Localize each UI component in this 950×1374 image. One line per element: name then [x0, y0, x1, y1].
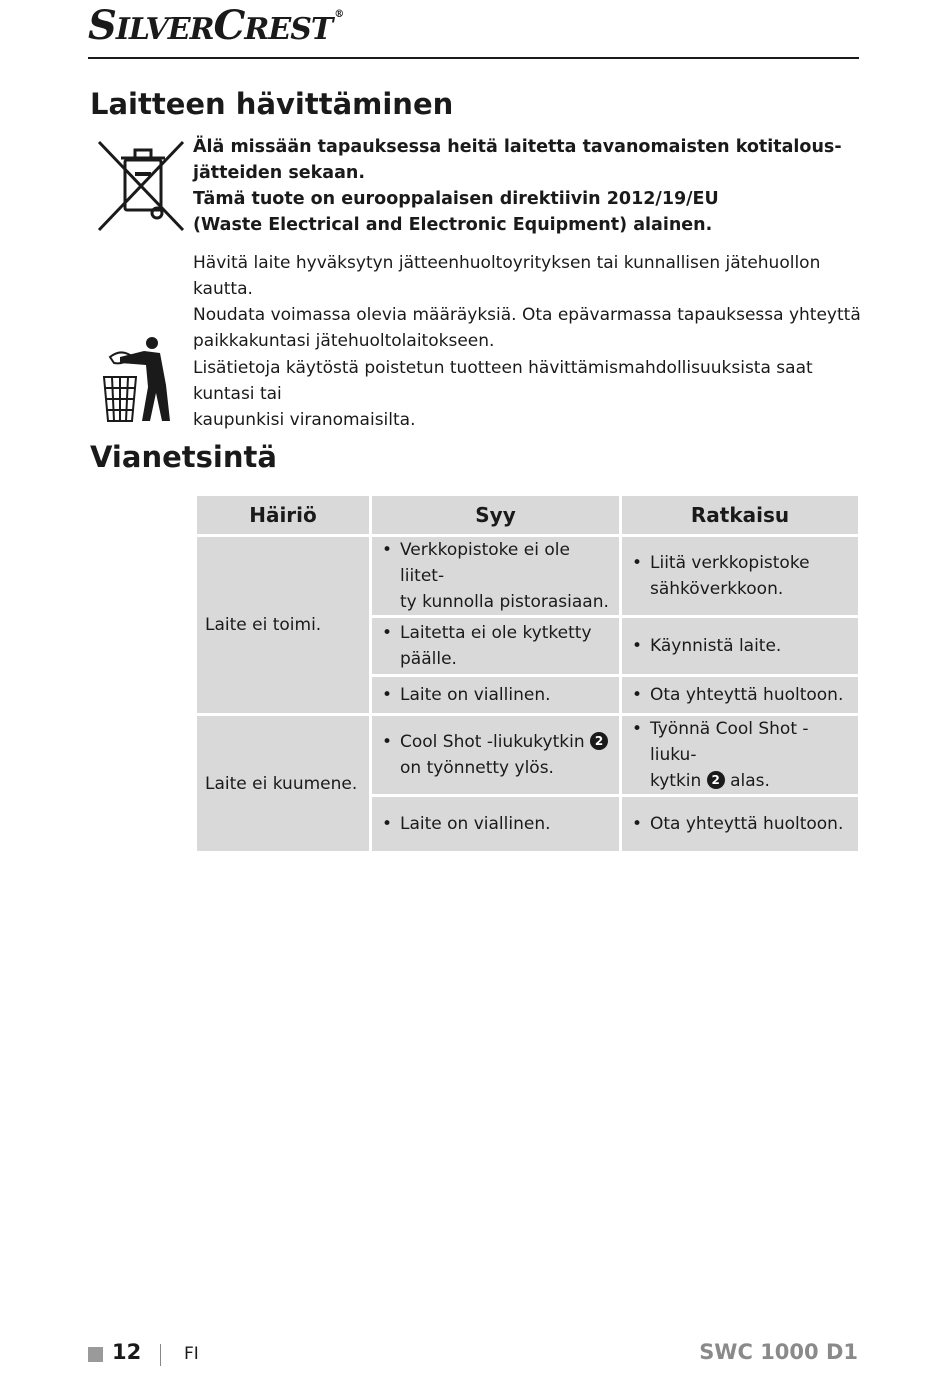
solution-text: Käynnistä laite. — [650, 636, 782, 656]
disposal-title: Laitteen hävittäminen — [90, 87, 454, 121]
solution-cell — [621, 715, 860, 796]
warning-line: Älä missään tapauksessa heitä laitetta tavanomaisten kotitalous- — [193, 137, 842, 157]
table-header-row — [196, 495, 860, 536]
troubleshooting-title: Vianetsintä — [90, 440, 277, 474]
cause-cell — [371, 536, 621, 617]
column-header: Ratkaisu — [621, 495, 860, 536]
bullet: • — [632, 636, 643, 656]
bullet: • — [632, 553, 643, 573]
cause-cell — [371, 796, 621, 853]
table-row — [196, 715, 860, 796]
model-number: SWC 1000 D1 — [699, 1340, 858, 1364]
header-rule — [88, 57, 859, 59]
solution-text: Työnnä Cool Shot -liuku- — [650, 719, 809, 765]
cause-text: on työnnetty ylös. — [400, 758, 554, 778]
solution-text: kytkin — [650, 771, 702, 791]
part-number-badge: 2 — [707, 771, 725, 789]
column-header: Häiriö — [196, 495, 371, 536]
bullet: • — [382, 685, 393, 705]
cause-text: ty kunnolla pistorasiaan. — [400, 592, 609, 612]
problem-cell: Laite ei kuumene. — [196, 715, 371, 853]
cause-text: Cool Shot -liukukytkin — [400, 732, 585, 752]
text-line: Noudata voimassa olevia määräyksiä. Ota epävarmassa tapauksessa yhteyttä — [193, 305, 861, 325]
column-header: Syy — [371, 495, 621, 536]
page-number: 12 — [112, 1340, 142, 1364]
solution-text: Ota yhteyttä huoltoon. — [650, 685, 844, 705]
cause-cell — [371, 715, 621, 796]
footer-divider — [160, 1344, 161, 1366]
cause-cell — [371, 676, 621, 715]
bullet: • — [632, 814, 643, 834]
solution-cell — [621, 617, 860, 676]
troubleshooting-table — [194, 493, 861, 854]
disposal-info — [193, 355, 863, 433]
solution-text: alas. — [730, 771, 770, 791]
bullet: • — [632, 719, 643, 739]
warning-line: (Waste Electrical and Electronic Equipment) alainen. — [193, 215, 713, 235]
person-littering-bin-icon — [100, 335, 172, 423]
footer-square-marker — [88, 1347, 103, 1362]
table-row — [196, 536, 860, 617]
solution-text: Ota yhteyttä huoltoon. — [650, 814, 844, 834]
brand-logo: SILVERCREST ® — [88, 2, 344, 49]
bullet: • — [382, 540, 393, 560]
crossed-out-wheelie-bin-icon — [95, 138, 187, 234]
disposal-instructions — [193, 250, 863, 354]
solution-cell — [621, 676, 860, 715]
cause-cell — [371, 617, 621, 676]
bullet: • — [382, 623, 393, 643]
part-number-badge: 2 — [590, 732, 608, 750]
solution-cell — [621, 536, 860, 617]
text-line: paikkakuntasi jätehuoltolaitokseen. — [193, 331, 495, 351]
cause-text: Laite on viallinen. — [400, 814, 551, 834]
text-line: Hävitä laite hyväksytyn jätteenhuoltoyrityksen tai kunnallisen jätehuollon kautta. — [193, 253, 821, 299]
bullet: • — [382, 814, 393, 834]
language-code: FI — [184, 1344, 199, 1364]
cause-text: Verkkopistoke ei ole liitet- — [400, 540, 570, 586]
cause-text: päälle. — [400, 649, 457, 669]
solution-text: Liitä verkkopistoke — [650, 553, 810, 573]
bullet: • — [382, 732, 393, 752]
solution-text: sähköverkkoon. — [650, 579, 784, 599]
text-line: kaupunkisi viranomaisilta. — [193, 410, 416, 430]
cause-text: Laitetta ei ole kytketty — [400, 623, 592, 643]
warning-line: Tämä tuote on eurooppalaisen direktiivin 2012/19/EU — [193, 189, 719, 209]
problem-cell: Laite ei toimi. — [196, 536, 371, 715]
disposal-warning — [193, 134, 873, 238]
cause-text: Laite on viallinen. — [400, 685, 551, 705]
bullet: • — [632, 685, 643, 705]
warning-line: jätteiden sekaan. — [193, 163, 366, 183]
solution-cell — [621, 796, 860, 853]
text-line: Lisätietoja käytöstä poistetun tuotteen hävittämismahdollisuuksista saat kuntasi tai — [193, 358, 813, 404]
